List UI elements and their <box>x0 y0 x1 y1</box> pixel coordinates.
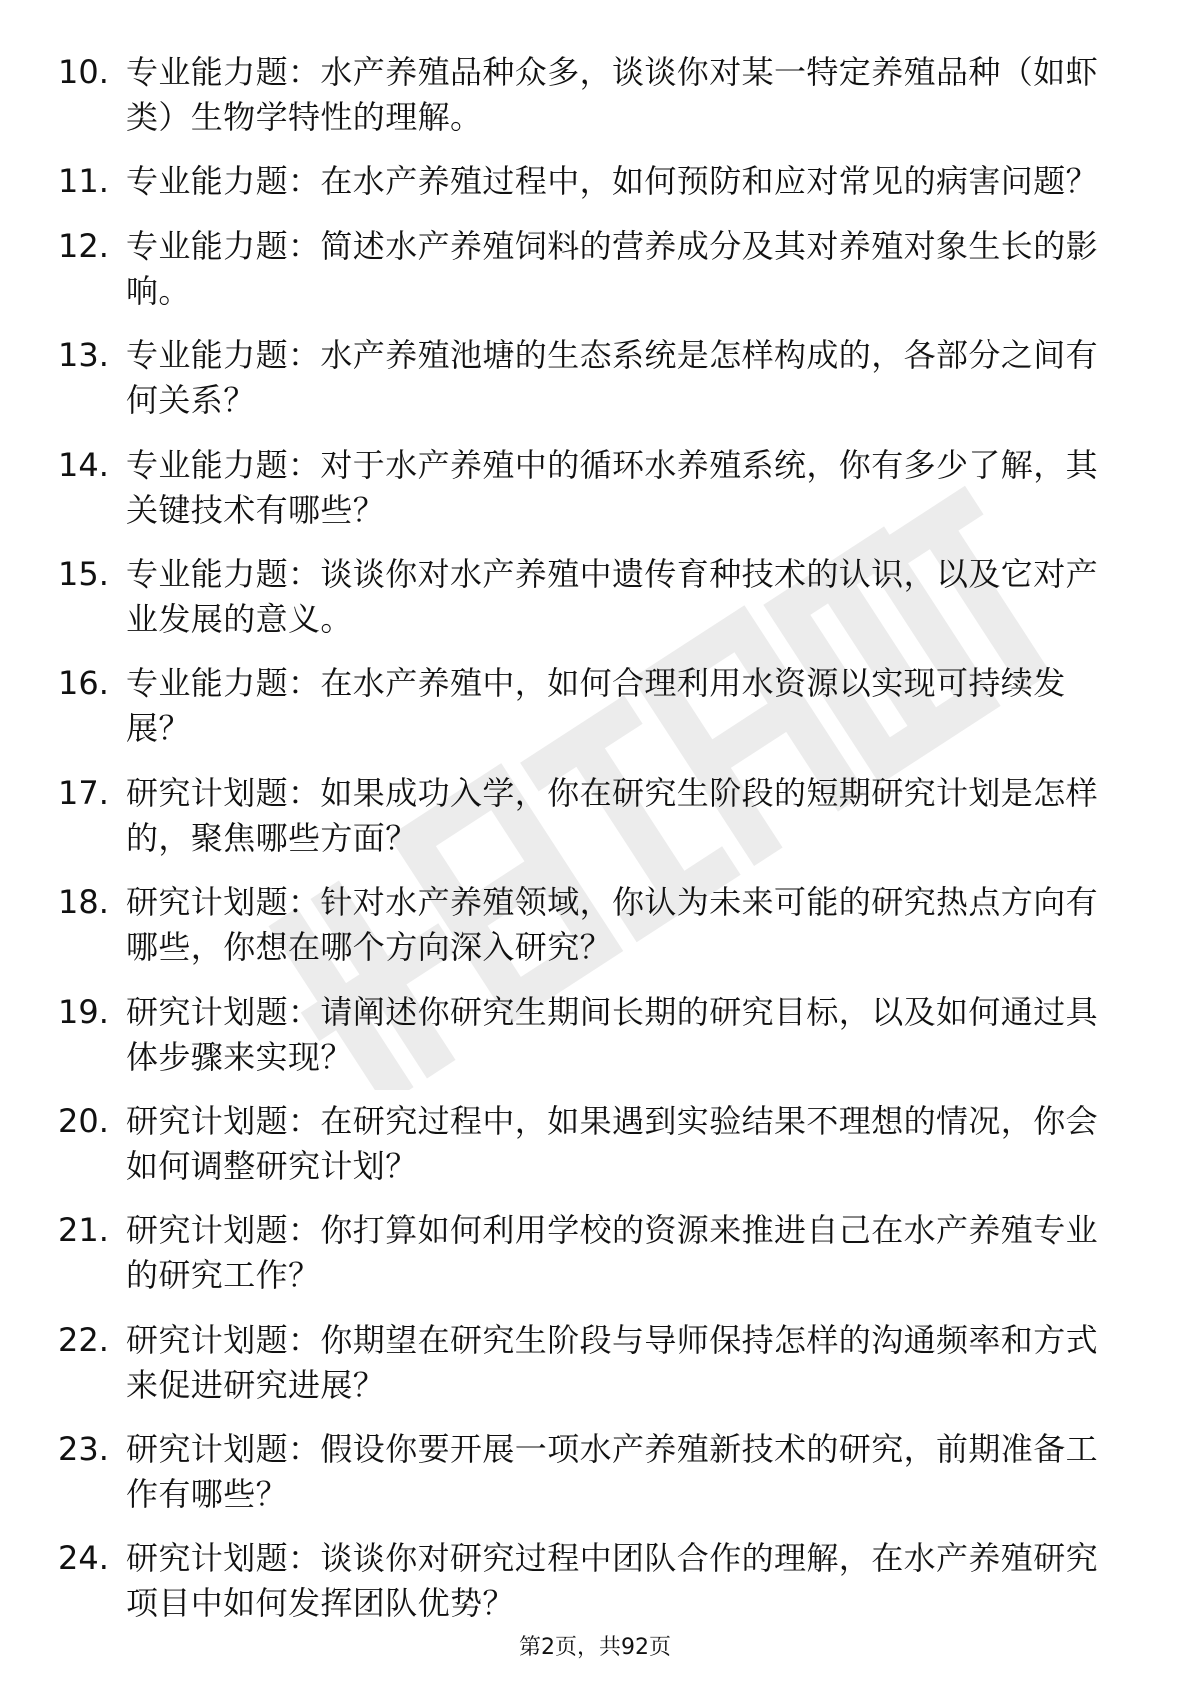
list-item <box>58 333 1118 423</box>
question-text: 研究计划题：如果成功入学，你在研究生阶段的短期研究计划是怎样的，聚焦哪些方面？ <box>126 773 1099 857</box>
question-number: 16. <box>58 664 109 703</box>
question-number: 15. <box>58 554 109 593</box>
list-item <box>58 1208 1118 1298</box>
question-text: 专业能力题：水产养殖品种众多，谈谈你对某一特定养殖品种（如虾类）生物学特性的理解。 <box>126 53 1099 136</box>
question-number: 11. <box>58 162 109 201</box>
question-text: 研究计划题：假设你要开展一项水产养殖新技术的研究，前期准备工作有哪些？ <box>126 1430 1099 1514</box>
question-text: 专业能力题：水产养殖池塘的生态系统是怎样构成的，各部分之间有何关系？ <box>126 336 1099 420</box>
question-number: 22. <box>58 1320 109 1359</box>
list-item <box>58 552 1118 642</box>
question-number: 18. <box>58 883 109 922</box>
list-item <box>58 159 1118 204</box>
question-number: 13. <box>58 336 109 375</box>
list-item <box>58 880 1118 970</box>
question-text: 研究计划题：你打算如何利用学校的资源来推进自己在水产养殖专业的研究工作？ <box>126 1211 1099 1295</box>
question-number: 21. <box>58 1211 109 1250</box>
question-text: 研究计划题：你期望在研究生阶段与导师保持怎样的沟通频率和方式来促进研究进展？ <box>126 1320 1099 1404</box>
question-text: 研究计划题：在研究过程中，如果遇到实验结果不理想的情况，你会如何调整研究计划？ <box>126 1101 1099 1185</box>
question-number: 24. <box>58 1539 109 1578</box>
list-item <box>58 1427 1118 1517</box>
question-number: 12. <box>58 226 109 265</box>
question-number: 20. <box>58 1101 109 1140</box>
list-item <box>58 1099 1118 1189</box>
list-item <box>58 50 1118 140</box>
question-text: 专业能力题：谈谈你对水产养殖中遗传育种技术的认识，以及它对产业发展的意义。 <box>126 554 1099 638</box>
page-indicator: 第2页，共92页 <box>519 1635 671 1660</box>
list-item <box>58 1536 1118 1626</box>
question-number: 14. <box>58 445 109 484</box>
list-item <box>58 224 1118 314</box>
question-text: 研究计划题：请阐述你研究生期间长期的研究目标，以及如何通过具体步骤来实现？ <box>126 992 1099 1076</box>
question-text: 专业能力题：在水产养殖过程中，如何预防和应对常见的病害问题？ <box>126 162 1099 201</box>
list-item <box>58 443 1118 533</box>
question-text: 研究计划题：针对水产养殖领域，你认为未来可能的研究热点方向有哪些，你想在哪个方向深入研究？ <box>126 883 1099 967</box>
question-number: 10. <box>58 53 109 91</box>
question-number: 17. <box>58 773 109 812</box>
question-text: 专业能力题：对于水产养殖中的循环水养殖系统，你有多少了解，其关键技术有哪些？ <box>126 445 1099 529</box>
list-item <box>58 771 1118 861</box>
question-text: 专业能力题：简述水产养殖饲料的营养成分及其对养殖对象生长的影响。 <box>126 226 1099 310</box>
list-item <box>58 661 1118 751</box>
list-item <box>58 1318 1118 1408</box>
question-text: 研究计划题：谈谈你对研究过程中团队合作的理解，在水产养殖研究项目中如何发挥团队优势？ <box>126 1539 1099 1623</box>
question-number: 19. <box>58 992 109 1031</box>
question-list <box>58 50 1118 1646</box>
question-text: 专业能力题：在水产养殖中，如何合理利用水资源以实现可持续发展？ <box>126 664 1066 748</box>
list-item <box>58 990 1118 1080</box>
question-number: 23. <box>58 1430 109 1469</box>
